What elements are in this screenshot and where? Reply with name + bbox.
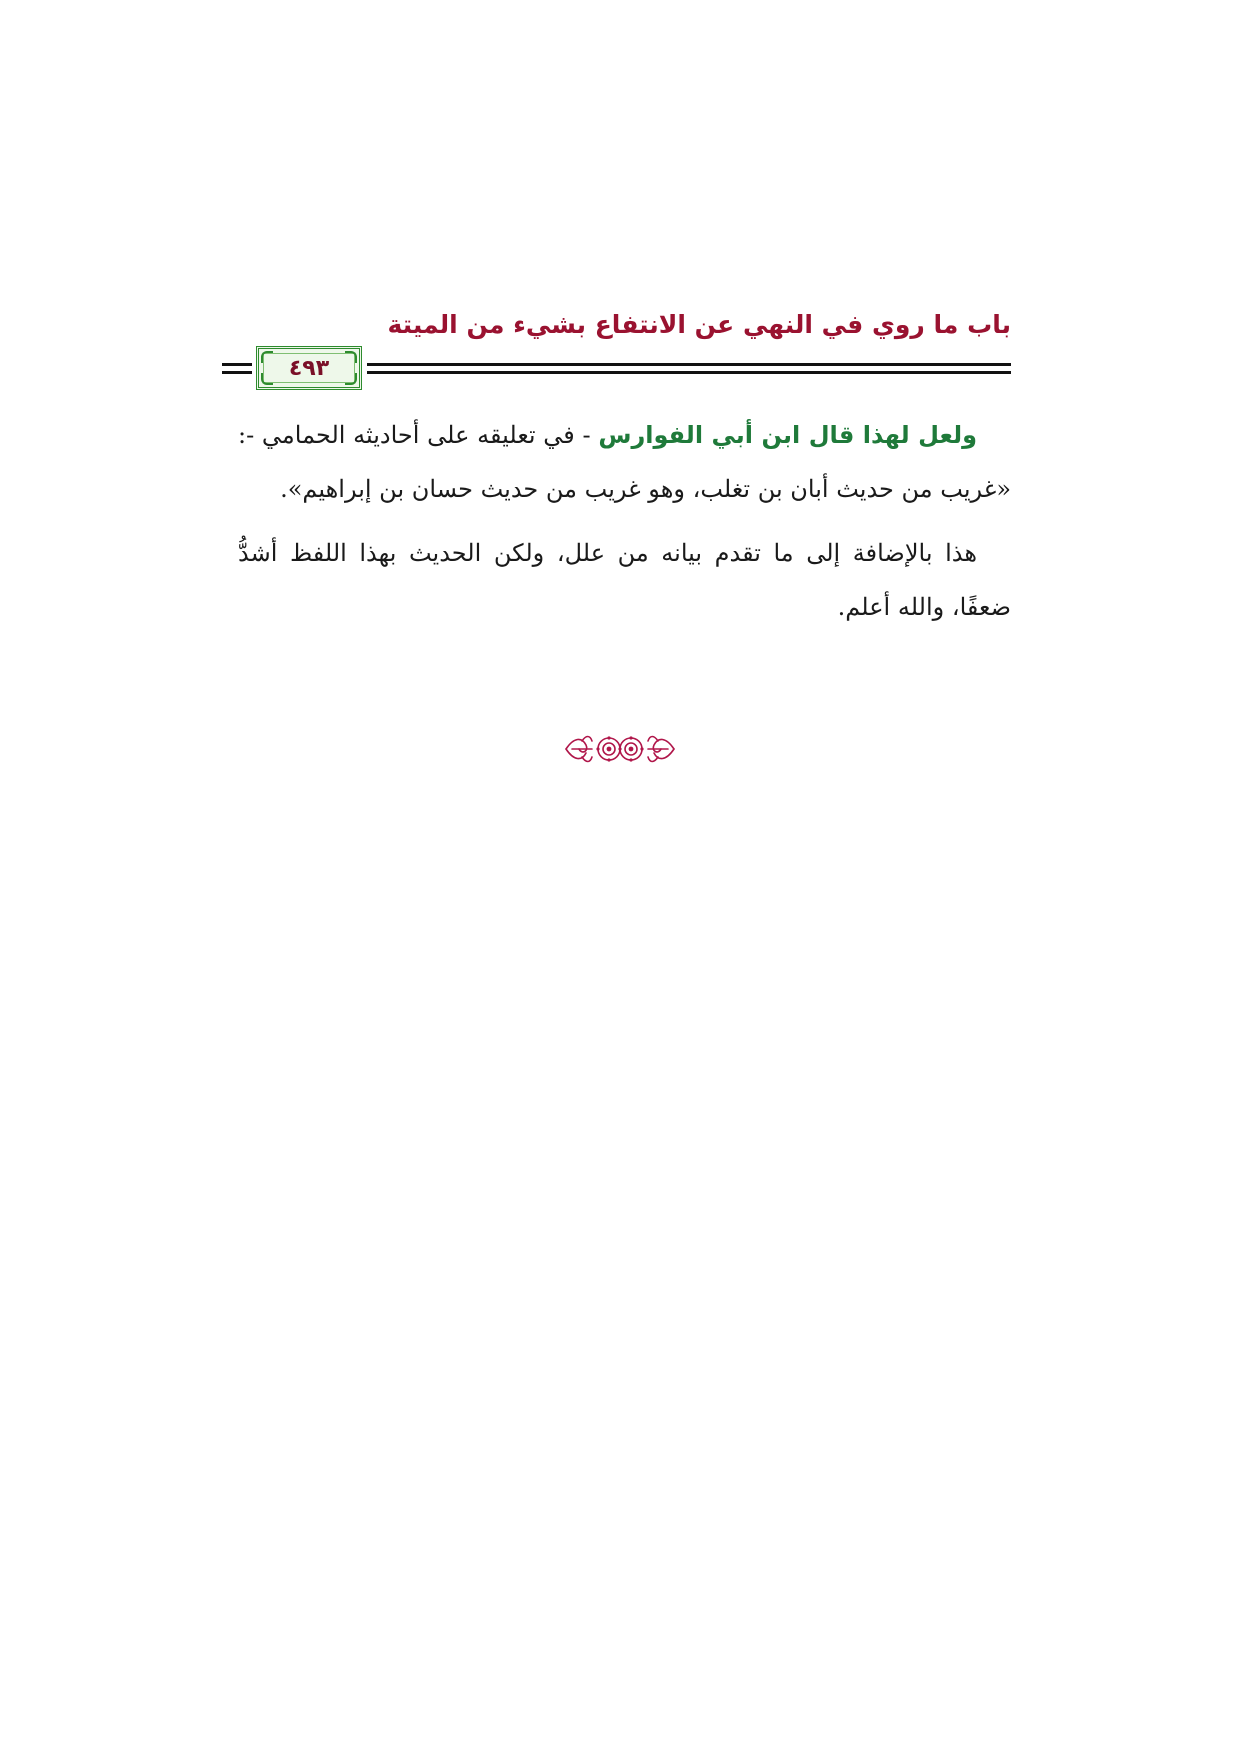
chapter-title: باب ما روي في النهي عن الانتفاع بشيء من الميتة	[387, 310, 1011, 339]
page-header	[222, 305, 1011, 385]
floral-divider-icon	[562, 727, 678, 771]
paragraph-2: هذا بالإضافة إلى ما تقدم بيانه من علل، ولكن الحديث بهذا اللفظ أشدُّ ضعفًا، والله أعلم.	[238, 539, 1011, 621]
highlighted-phrase: ولعل لهذا قال ابن أبي الفوارس	[598, 421, 978, 449]
badge-corner-ornament-icon	[345, 351, 357, 363]
page-body	[238, 408, 1011, 634]
badge-corner-ornament-icon	[345, 373, 357, 385]
page-number: ٤٩٣	[288, 355, 330, 381]
page-number-badge	[256, 346, 362, 390]
header-rule-top-left	[222, 363, 252, 366]
badge-corner-ornament-icon	[261, 351, 273, 363]
badge-corner-ornament-icon	[261, 373, 273, 385]
paragraph-1-text: - في تعليقه على أحاديثه الحمامي -: «غريب من حديث أبان بن تغلب، وهو غريب من حديث حسان بن إبراهيم».	[238, 421, 1011, 503]
paragraph-1	[238, 408, 1011, 516]
header-rule-top	[367, 363, 1011, 366]
header-rule-bottom-left	[222, 371, 252, 374]
header-rule-bottom	[367, 371, 1011, 374]
